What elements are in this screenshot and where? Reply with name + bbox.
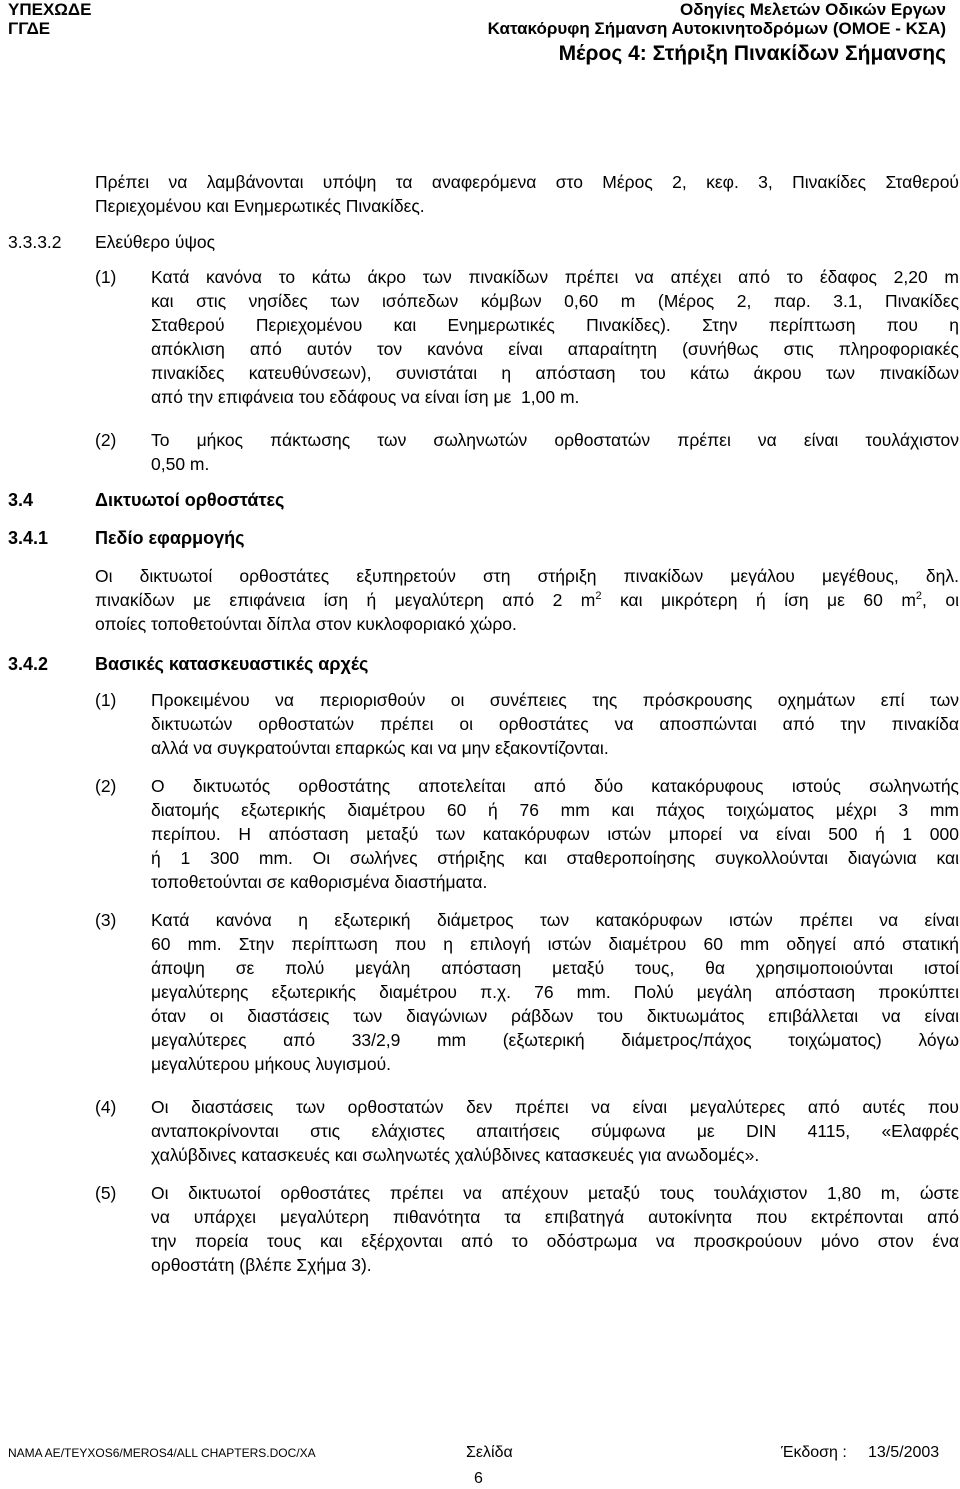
paragraph-line: πινακίδων με επιφάνεια ίση ή μεγαλύτερη από 2 $m^2$ και μικρότερη ή ίση με 60 $m^2$, οι <box>95 590 959 610</box>
item-paragraph <box>151 1095 959 1167</box>
item-line: μεγαλύτερες από 33/2,9 mm (εξωτερική διάμετρος/πάχος τοιχώματος) λόγω <box>151 1030 959 1050</box>
item-line: δικτυωτών ορθοστατών πρέπει οι ορθοστάτες να αποσπώνται από την πινακίδα <box>151 714 959 734</box>
item-line: την πορεία τους και εξέρχονται από το οδόστρωμα να προσκρούουν μόνο στον ένα <box>151 1231 959 1251</box>
section-number: 3.4.2 <box>8 654 49 674</box>
item-line: άποψη σε πολύ μεγάλη απόσταση μεταξύ τους, θα χρησιμοποιούνται ιστοί <box>151 958 959 978</box>
item-line: αλλά να συγκρατούνται επαρκώς και να μην εξακοντίζονται. <box>151 738 609 758</box>
item-paragraph <box>151 688 959 760</box>
item-line: διατομής εξωτερικής διαμέτρου 60 ή 76 mm και πάχος τοιχώματος μέχρι 3 mm <box>151 800 959 820</box>
item-line: μεγαλύτερου μήκους λυγισμού. <box>151 1054 392 1074</box>
item-line: Κατά κανόνα η εξωτερική διάμετρος των κατακόρυφων ιστών πρέπει να είναι <box>151 910 959 930</box>
item-line: 60 mm. Στην περίπτωση που η επιλογή ιστών διαμέτρου 60 mm οδηγεί από στατική <box>151 934 959 954</box>
item-paragraph <box>151 774 959 894</box>
section-number: 3.4 <box>8 490 34 510</box>
paragraph-line: οποίες τοποθετούνται δίπλα στον κυκλοφοριακό χώρο. <box>95 614 517 634</box>
item-number: (2) <box>95 430 117 450</box>
item-line: ορθοστάτη (βλέπε Σχήμα 3). <box>151 1255 372 1275</box>
item-line: πινακίδες κατευθύνσεων), συνιστάται η απόσταση του κάτω άκρου των πινακίδων <box>151 363 959 383</box>
item-line: μεγαλύτερης εξωτερικής διαμέτρου π.χ. 76 mm. Πολύ μεγάλη απόσταση προκύπτει <box>151 982 959 1002</box>
item-paragraph <box>151 428 959 476</box>
section-paragraph <box>95 564 959 636</box>
item-number: (1) <box>95 267 117 287</box>
section-title: Πεδίο εφαρμογής <box>95 528 245 548</box>
item-line: Κατά κανόνα το κάτω άκρο των πινακίδων πρέπει να απέχει από το έδαφος 2,20 m <box>151 267 959 287</box>
item-line: Οι δικτυωτοί ορθοστάτες πρέπει να απέχουν μεταξύ τους τουλάχιστον 1,80 m, ώστε <box>151 1183 959 1203</box>
header-org: ΥΠΕΧΩΔΕ <box>8 0 92 19</box>
item-number: (5) <box>95 1183 117 1203</box>
header-part-title: Μέρος 4: Στήριξη Πινακίδων Σήμανσης <box>558 42 946 65</box>
intro-line: Περιεχομένου και Ενημερωτικές Πινακίδες. <box>95 196 425 216</box>
header-suborg: ΓΓΔΕ <box>8 19 51 38</box>
footer-page-number: 6 <box>474 1470 483 1487</box>
section-title: Δικτυωτοί ορθοστάτες <box>95 490 285 510</box>
section-number: 3.3.3.2 <box>8 232 62 252</box>
intro-paragraph <box>95 170 959 218</box>
footer-edition-label: Έκδοση : <box>781 1444 847 1461</box>
paragraph-line: Οι δικτυωτοί ορθοστάτες εξυπηρετούν στη στήριξη πινακίδων μεγάλου μεγέθους, δηλ. <box>95 566 959 586</box>
item-line: όταν οι διαστάσεις των διαγώνιων ράβδων του δικτυωμάτος επιβάλλεται να είναι <box>151 1006 959 1026</box>
footer-file-path: NAMA AE/TEYXOS6/MEROS4/ALL CHAPTERS.DOC/XA <box>8 1446 316 1460</box>
section-number: 3.4.1 <box>8 528 49 548</box>
item-line: χαλύβδινες κατασκευές και σωληνωτές χαλύβδινες κατασκευές για ανωδομές». <box>151 1145 760 1165</box>
item-line: να υπάρχει μεγαλύτερη πιθανότητα τα επιβατηγά αυτοκίνητα που εκτρέπονται από <box>151 1207 959 1227</box>
header-volume-title: Κατακόρυφη Σήμανση Αυτοκινητοδρόμων (ΟΜΟΕ - ΚΣΑ) <box>487 19 946 38</box>
item-number: (4) <box>95 1097 117 1117</box>
item-number: (3) <box>95 910 117 930</box>
item-paragraph <box>151 1181 959 1277</box>
item-number: (2) <box>95 776 117 796</box>
item-line: τοποθετούνται σε καθορισμένα διαστήματα. <box>151 872 488 892</box>
section-title: Ελεύθερο ύψος <box>95 232 216 252</box>
item-line: ή 1 300 mm. Οι σωλήνες στήριξης και σταθεροποίησης συγκολλούνται διαγώνια και <box>151 848 959 868</box>
section-title: Βασικές κατασκευαστικές αρχές <box>95 654 369 674</box>
item-line: και στις νησίδες των ισόπεδων κόμβων 0,60 m (Μέρος 2, παρ. 3.1, Πινακίδες <box>151 291 959 311</box>
item-line: Το μήκος πάκτωσης των σωληνωτών ορθοστατών πρέπει να είναι τουλάχιστον <box>151 430 959 450</box>
item-line: Προκειμένου να περιορισθούν οι συνέπειες της πρόσκρουσης οχημάτων επί των <box>151 690 959 710</box>
item-line: Σταθερού Περιεχομένου και Ενημερωτικές Πινακίδες). Στην περίπτωση που η <box>151 315 959 335</box>
item-line: Οι διαστάσεις των ορθοστατών δεν πρέπει να είναι μεγαλύτερες από αυτές που <box>151 1097 959 1117</box>
item-line: ανταποκρίνονται στις ελάχιστες απαιτήσεις σύμφωνα με DIN 4115, «Ελαφρές <box>151 1121 959 1141</box>
item-paragraph <box>151 265 959 409</box>
footer-page-label: Σελίδα <box>466 1444 513 1461</box>
item-line: απόκλιση από αυτόν τον κανόνα είναι απαραίτητη (συνήθως στις πληροφοριακές <box>151 339 959 359</box>
item-paragraph <box>151 908 959 1076</box>
item-line: 0,50 m. <box>151 454 210 474</box>
item-line: από την επιφάνεια του εδάφους να είναι ίση με 1,00 m. <box>151 387 580 407</box>
header-series-title: Οδηγίες Μελετών Οδικών Εργων <box>680 0 946 19</box>
footer-edition-date: 13/5/2003 <box>868 1444 940 1461</box>
item-line: Ο δικτυωτός ορθοστάτης αποτελείται από δύο κατακόρυφους ιστούς σωληνωτής <box>151 776 959 796</box>
intro-line: Πρέπει να λαμβάνονται υπόψη τα αναφερόμενα στο Μέρος 2, κεφ. 3, Πινακίδες Σταθερού <box>95 172 959 192</box>
item-number: (1) <box>95 690 117 710</box>
item-line: περίπου. Η απόσταση μεταξύ των κατακόρυφων ιστών μπορεί να είναι 500 ή 1 000 <box>151 824 959 844</box>
